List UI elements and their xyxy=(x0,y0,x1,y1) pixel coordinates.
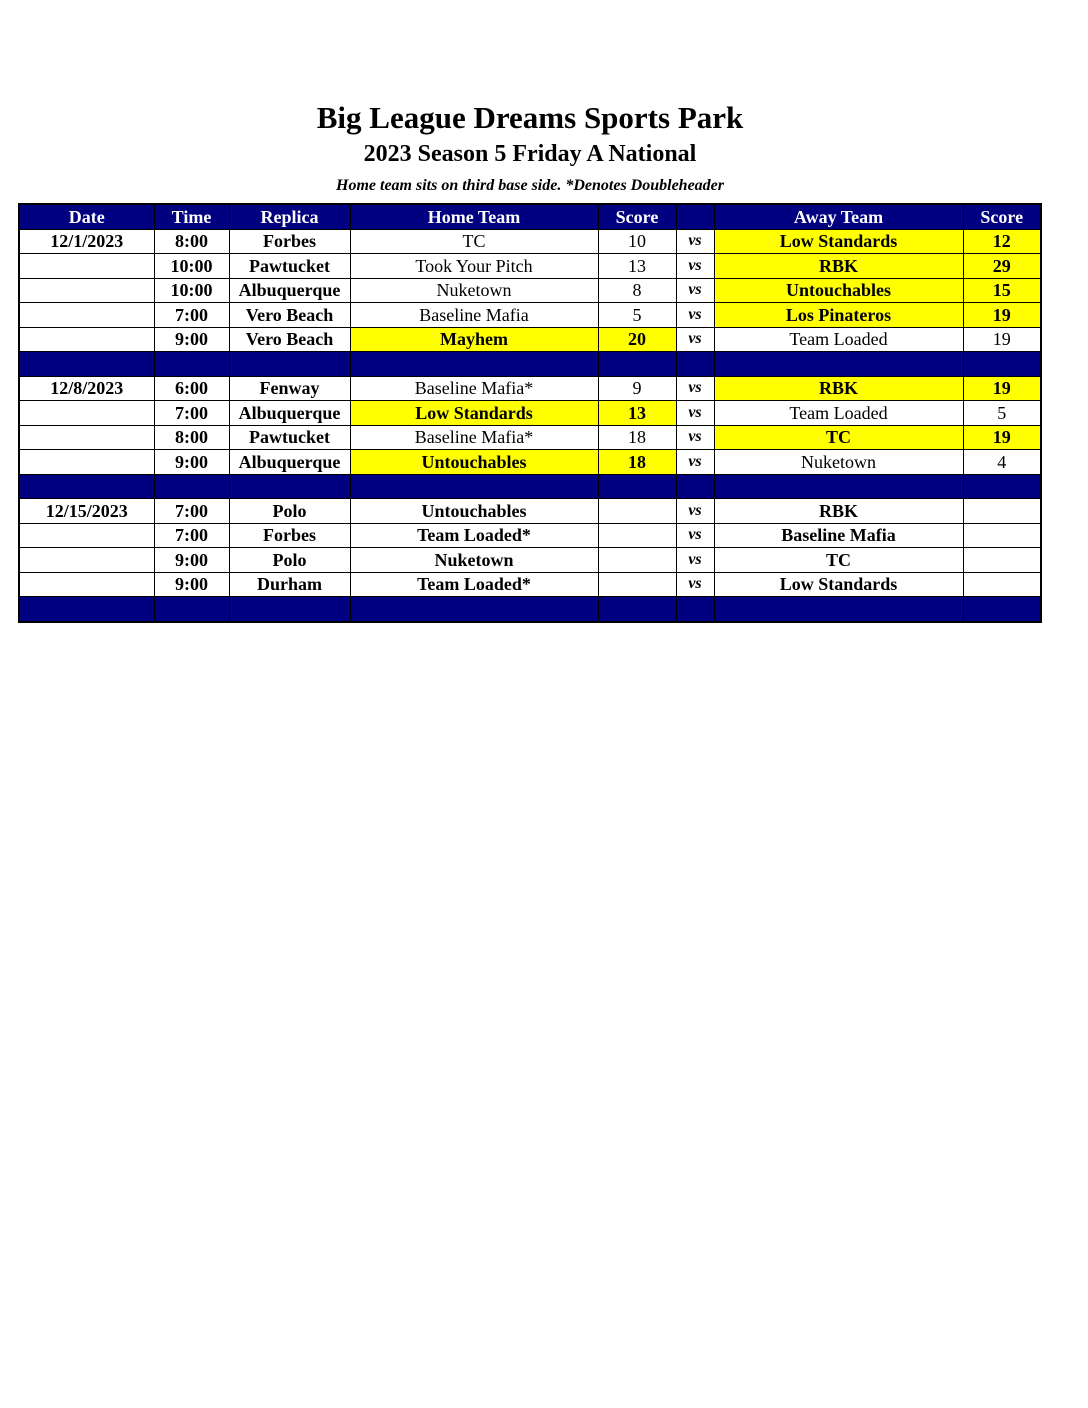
cell-away-team: RBK xyxy=(714,499,963,524)
cell-away-score: 19 xyxy=(963,303,1041,328)
cell-home-score xyxy=(598,572,676,597)
cell-time: 6:00 xyxy=(154,376,229,401)
cell-replica: Forbes xyxy=(229,229,350,254)
cell-replica: Albuquerque xyxy=(229,278,350,303)
cell-away-team: Untouchables xyxy=(714,278,963,303)
cell-home-team: Team Loaded* xyxy=(350,523,598,548)
cell-time: 10:00 xyxy=(154,254,229,279)
cell-home-score: 5 xyxy=(598,303,676,328)
separator-cell xyxy=(350,597,598,622)
schedule-table xyxy=(18,203,1042,623)
cell-home-score xyxy=(598,523,676,548)
column-header-date: Date xyxy=(19,204,154,229)
separator-cell xyxy=(598,352,676,377)
cell-home-team: Nuketown xyxy=(350,278,598,303)
separator-cell xyxy=(598,597,676,622)
cell-time: 8:00 xyxy=(154,229,229,254)
table-row xyxy=(19,303,1041,328)
column-header-time: Time xyxy=(154,204,229,229)
date-separator-row xyxy=(19,352,1041,377)
column-header-replica: Replica xyxy=(229,204,350,229)
cell-home-score: 8 xyxy=(598,278,676,303)
column-header-away-team: Away Team xyxy=(714,204,963,229)
cell-home-score: 18 xyxy=(598,450,676,475)
cell-home-score: 18 xyxy=(598,425,676,450)
separator-cell xyxy=(676,597,714,622)
cell-vs: vs xyxy=(676,450,714,475)
cell-away-score: 12 xyxy=(963,229,1041,254)
separator-cell xyxy=(963,352,1041,377)
page-subtitle: 2023 Season 5 Friday A National xyxy=(363,141,697,167)
cell-home-team: Baseline Mafia* xyxy=(350,425,598,450)
cell-away-score xyxy=(963,523,1041,548)
cell-vs: vs xyxy=(676,327,714,352)
cell-date xyxy=(19,450,154,475)
cell-away-score: 19 xyxy=(963,425,1041,450)
cell-replica: Durham xyxy=(229,572,350,597)
cell-vs: vs xyxy=(676,499,714,524)
cell-vs: vs xyxy=(676,376,714,401)
cell-time: 9:00 xyxy=(154,572,229,597)
cell-date xyxy=(19,425,154,450)
table-row xyxy=(19,523,1041,548)
cell-home-score: 13 xyxy=(598,401,676,426)
column-header-vs xyxy=(676,204,714,229)
column-header-away-score: Score xyxy=(963,204,1041,229)
cell-time: 9:00 xyxy=(154,450,229,475)
cell-home-score xyxy=(598,548,676,573)
table-header-row xyxy=(19,204,1041,229)
cell-vs: vs xyxy=(676,425,714,450)
cell-replica: Albuquerque xyxy=(229,401,350,426)
cell-time: 9:00 xyxy=(154,327,229,352)
cell-away-score xyxy=(963,572,1041,597)
cell-vs: vs xyxy=(676,548,714,573)
separator-cell xyxy=(19,597,154,622)
separator-cell xyxy=(714,474,963,499)
column-header-home-team: Home Team xyxy=(350,204,598,229)
cell-away-team: Nuketown xyxy=(714,450,963,475)
cell-home-team: Mayhem xyxy=(350,327,598,352)
separator-cell xyxy=(676,474,714,499)
cell-date: 12/15/2023 xyxy=(19,499,154,524)
cell-replica: Polo xyxy=(229,548,350,573)
cell-home-team: TC xyxy=(350,229,598,254)
schedule-body xyxy=(19,229,1041,622)
cell-away-team: Baseline Mafia xyxy=(714,523,963,548)
cell-home-score: 13 xyxy=(598,254,676,279)
cell-away-score: 29 xyxy=(963,254,1041,279)
cell-home-score: 20 xyxy=(598,327,676,352)
cell-home-team: Team Loaded* xyxy=(350,572,598,597)
table-row xyxy=(19,450,1041,475)
cell-vs: vs xyxy=(676,278,714,303)
cell-away-team: TC xyxy=(714,425,963,450)
cell-vs: vs xyxy=(676,303,714,328)
cell-vs: vs xyxy=(676,401,714,426)
cell-away-score: 19 xyxy=(963,376,1041,401)
cell-home-team: Untouchables xyxy=(350,499,598,524)
cell-away-team: Team Loaded xyxy=(714,401,963,426)
cell-time: 10:00 xyxy=(154,278,229,303)
cell-away-score: 4 xyxy=(963,450,1041,475)
cell-replica: Forbes xyxy=(229,523,350,548)
cell-away-team: Team Loaded xyxy=(714,327,963,352)
cell-replica: Albuquerque xyxy=(229,450,350,475)
cell-away-team: Los Pinateros xyxy=(714,303,963,328)
cell-away-team: TC xyxy=(714,548,963,573)
cell-home-score xyxy=(598,499,676,524)
table-row xyxy=(19,401,1041,426)
separator-cell xyxy=(229,474,350,499)
cell-date: 12/8/2023 xyxy=(19,376,154,401)
cell-replica: Polo xyxy=(229,499,350,524)
cell-date xyxy=(19,572,154,597)
page-title: Big League Dreams Sports Park xyxy=(316,100,744,135)
cell-vs: vs xyxy=(676,572,714,597)
cell-replica: Fenway xyxy=(229,376,350,401)
separator-cell xyxy=(598,474,676,499)
separator-cell xyxy=(154,474,229,499)
separator-cell xyxy=(350,474,598,499)
cell-vs: vs xyxy=(676,523,714,548)
table-row xyxy=(19,572,1041,597)
cell-replica: Vero Beach xyxy=(229,327,350,352)
cell-home-score: 9 xyxy=(598,376,676,401)
table-row xyxy=(19,376,1041,401)
cell-date: 12/1/2023 xyxy=(19,229,154,254)
cell-home-score: 10 xyxy=(598,229,676,254)
table-row xyxy=(19,327,1041,352)
table-row xyxy=(19,548,1041,573)
cell-date xyxy=(19,523,154,548)
cell-home-team: Untouchables xyxy=(350,450,598,475)
cell-time: 9:00 xyxy=(154,548,229,573)
cell-date xyxy=(19,303,154,328)
separator-cell xyxy=(154,352,229,377)
cell-away-team: Low Standards xyxy=(714,572,963,597)
cell-replica: Pawtucket xyxy=(229,425,350,450)
cell-vs: vs xyxy=(676,229,714,254)
cell-replica: Pawtucket xyxy=(229,254,350,279)
cell-replica: Vero Beach xyxy=(229,303,350,328)
separator-cell xyxy=(350,352,598,377)
table-row xyxy=(19,278,1041,303)
table-row xyxy=(19,425,1041,450)
separator-cell xyxy=(963,474,1041,499)
cell-home-team: Baseline Mafia xyxy=(350,303,598,328)
cell-home-team: Nuketown xyxy=(350,548,598,573)
cell-away-team: RBK xyxy=(714,376,963,401)
column-header-home-score: Score xyxy=(598,204,676,229)
cell-time: 7:00 xyxy=(154,401,229,426)
cell-home-team: Baseline Mafia* xyxy=(350,376,598,401)
cell-home-team: Low Standards xyxy=(350,401,598,426)
cell-away-team: Low Standards xyxy=(714,229,963,254)
separator-cell xyxy=(229,597,350,622)
cell-vs: vs xyxy=(676,254,714,279)
table-row xyxy=(19,499,1041,524)
page-note: Home team sits on third base side. *Denotes Doubleheader xyxy=(336,177,724,194)
table-row xyxy=(19,254,1041,279)
separator-cell xyxy=(714,597,963,622)
separator-cell xyxy=(19,474,154,499)
cell-time: 7:00 xyxy=(154,499,229,524)
separator-cell xyxy=(19,352,154,377)
cell-date xyxy=(19,401,154,426)
cell-date xyxy=(19,278,154,303)
cell-away-score: 19 xyxy=(963,327,1041,352)
separator-cell xyxy=(963,597,1041,622)
cell-home-team: Took Your Pitch xyxy=(350,254,598,279)
cell-date xyxy=(19,327,154,352)
date-separator-row xyxy=(19,474,1041,499)
separator-cell xyxy=(154,597,229,622)
cell-time: 7:00 xyxy=(154,523,229,548)
date-separator-row xyxy=(19,597,1041,622)
cell-date xyxy=(19,254,154,279)
cell-date xyxy=(19,548,154,573)
cell-away-score xyxy=(963,548,1041,573)
table-row xyxy=(19,229,1041,254)
separator-cell xyxy=(676,352,714,377)
cell-time: 8:00 xyxy=(154,425,229,450)
cell-time: 7:00 xyxy=(154,303,229,328)
cell-away-score: 5 xyxy=(963,401,1041,426)
separator-cell xyxy=(714,352,963,377)
separator-cell xyxy=(229,352,350,377)
cell-away-team: RBK xyxy=(714,254,963,279)
cell-away-score: 15 xyxy=(963,278,1041,303)
cell-away-score xyxy=(963,499,1041,524)
